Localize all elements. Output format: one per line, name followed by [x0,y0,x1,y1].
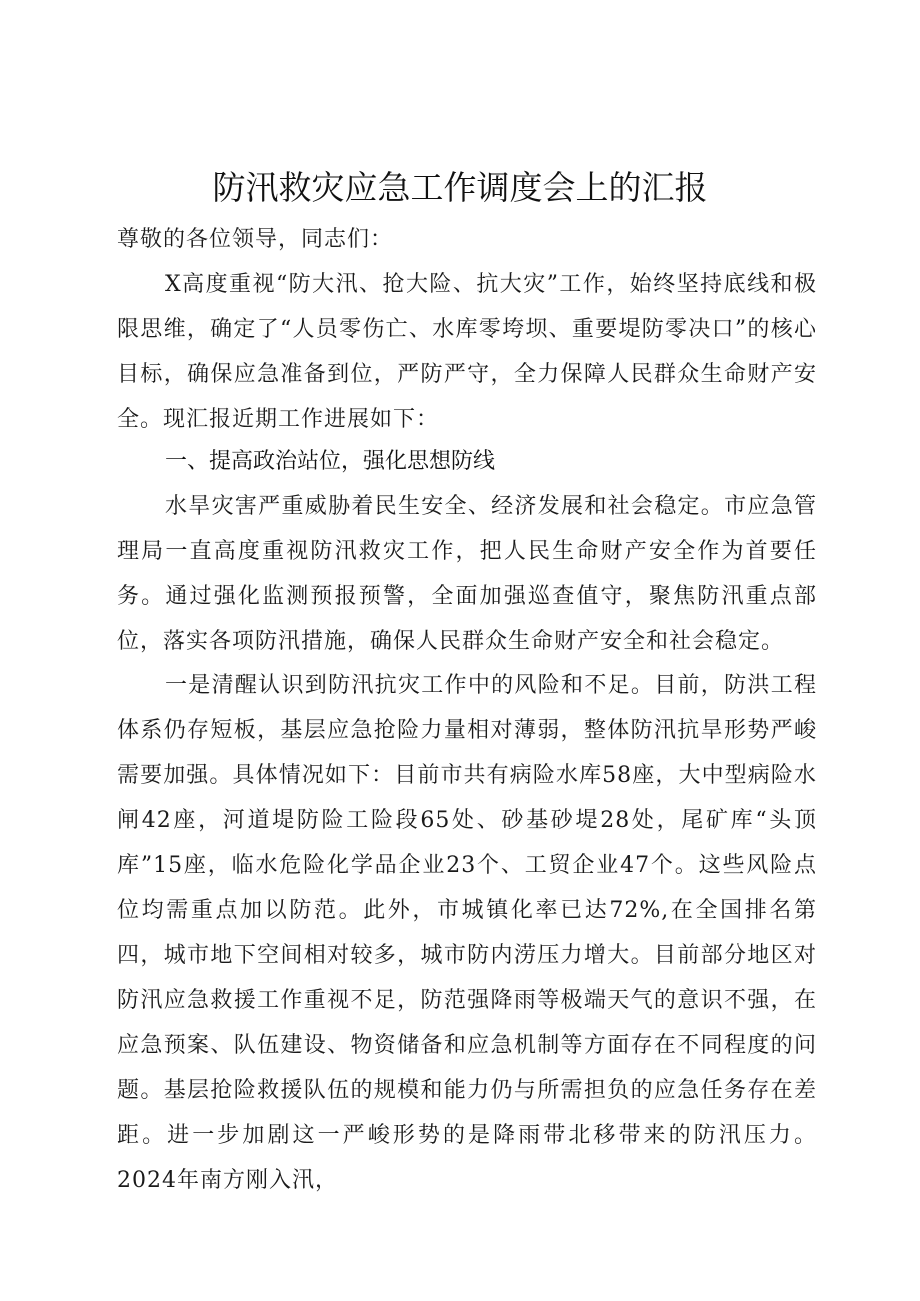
paragraph-risks: 一是清醒认识到防汛抗灾工作中的风险和不足。目前，防洪工程体系仍存短板，基层应急抢险力量相对薄弱，整体防汛抗旱形势严峻需要加强。具体情况如下：目前市共有病险水库58座，大中型病险水闸42座，河道堤防险工险段65处、砂基砂堤28处，尾矿库“头顶库”15座，临水危险化学品企业23个、工贸企业47个。这些风险点位均需重点加以防范。此外，市城镇化率已达72%,在全国排名第四，城市地下空间相对较多，城市防内涝压力增大。目前部分地区对防汛应急救援工作重视不足，防范强降雨等极端天气的意识不强，在应急预案、队伍建设、物资储备和应急机制等方面存在不同程度的问题。基层抢险救援队伍的规模和能力仍与所需担负的应急任务存在差距。进一步加剧这一严峻形势的是降雨带北移带来的防汛压力。2024年南方刚入汛， [117,673,817,1193]
paragraph-section-1: 水旱灾害严重威胁着民生安全、经济发展和社会稳定。市应急管理局一直高度重视防汛救灾工作，把人民生命财产安全作为首要任务。通过强化监测预报预警，全面加强巡查值守，聚焦防汛重点部位，落实各项防汛措施，确保人民群众生命财产安全和社会稳定。 [117,494,817,654]
salutation: 尊敬的各位领导，同志们： [117,227,394,252]
paragraph-intro: X高度重视“防大汛、抢大险、抗大灾”工作，始终坚持底线和极限思维，确定了“人员零伤亡、水库零垮坝、重要堤防零决口”的核心目标，确保应急准备到位，严防严守，全力保障人民群众生命财产安全。现汇报近期工作进展如下： [117,272,817,432]
page-title: 防汛救灾应急工作调度会上的汇报 [212,168,708,207]
section-heading-1: 一、提高政治站位，强化思想防线 [165,449,496,474]
